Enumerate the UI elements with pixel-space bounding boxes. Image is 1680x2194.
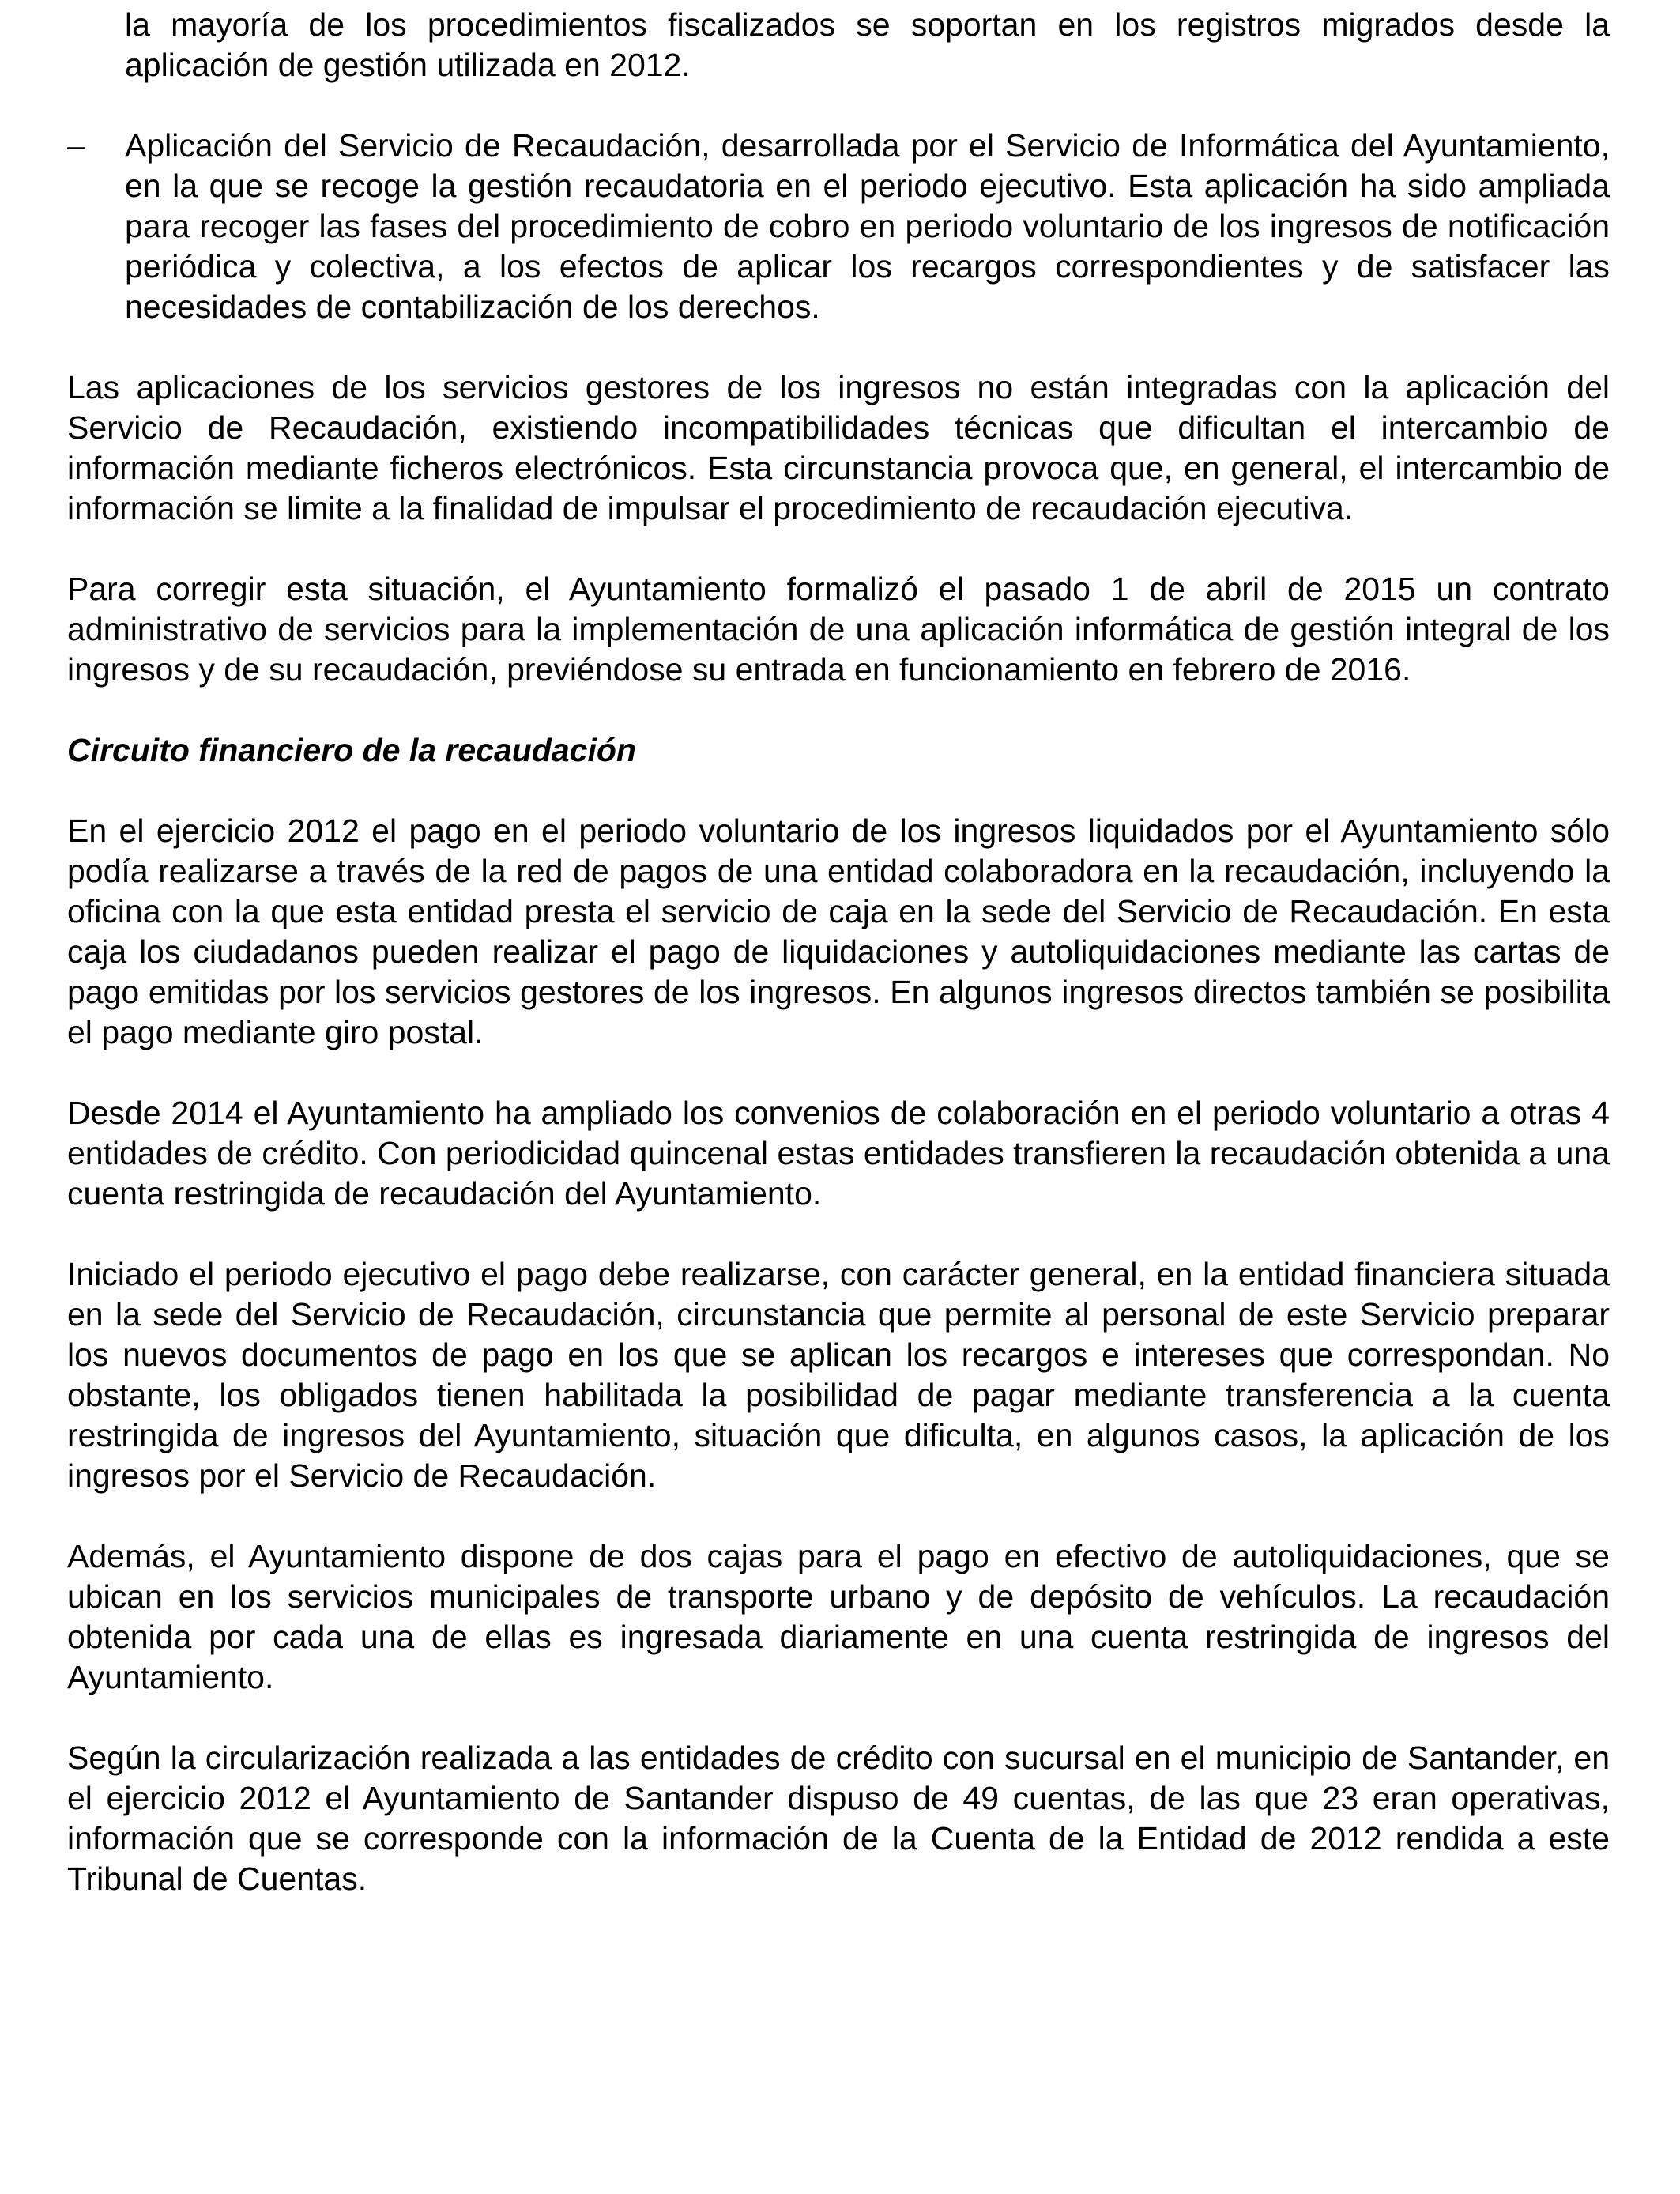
paragraph-cash-desks: Además, el Ayuntamiento dispone de dos cajas para el pago en efectivo de autoliquidaciones, que se ubican en los servicios municipales de transporte urbano y de depósito de vehículos. La recaudación obtenida por cada una de ellas es ingresada diariamente en una cuenta restringida de ingresos del Ayuntamiento. bbox=[67, 1538, 1610, 1695]
continuation-paragraph: la mayoría de los procedimientos fiscalizados se soportan en los registros migrados desde la aplicación de gestión utilizada en 2012. bbox=[125, 6, 1610, 83]
section-heading: Circuito financiero de la recaudación bbox=[67, 732, 636, 768]
paragraph-integration: Las aplicaciones de los servicios gestores de los ingresos no están integradas con la aplicación del Servicio de Recaudación, existiendo incompatibilidades técnicas que dificultan el intercambio de información mediante ficheros electrónicos. Esta circunstancia provoca que, en general, el intercambio de información se limite a la finalidad de impulsar el procedimiento de recaudación ejecutiva. bbox=[67, 369, 1610, 526]
paragraph-agreements: Desde 2014 el Ayuntamiento ha ampliado los convenios de colaboración en el periodo voluntario a otras 4 entidades de crédito. Con periodicidad quincenal estas entidades transfieren la recaudación obtenida a una cuenta restringida de recaudación del Ayuntamiento. bbox=[67, 1095, 1610, 1212]
dash-bullet-icon: – bbox=[67, 127, 85, 164]
paragraph-contract: Para corregir esta situación, el Ayuntamiento formalizó el pasado 1 de abril de 2015 un contrato administrativo de servicios para la implementación de una aplicación informática de gestión integral de los ingresos y de su recaudación, previéndose su entrada en funcionamiento en febrero de 2016. bbox=[67, 571, 1610, 688]
paragraph-executive-period: Iniciado el periodo ejecutivo el pago debe realizarse, con carácter general, en la entidad financiera situada en la sede del Servicio de Recaudación, circunstancia que permite al personal de este Servicio preparar los nuevos documentos de pago en los que se aplican los recargos e intereses que correspondan. No obstante, los obligados tienen habilitada la posibilidad de pagar mediante transferencia a la cuenta restringida de ingresos del Ayuntamiento, situación que dificulta, en algunos casos, la aplicación de los ingresos por el Servicio de Recaudación. bbox=[67, 1256, 1610, 1494]
bullet-item bbox=[67, 126, 1610, 327]
paragraph-voluntary-period: En el ejercicio 2012 el pago en el periodo voluntario de los ingresos liquidados por el Ayuntamiento sólo podía realizarse a través de la red de pagos de una entidad colaboradora en la recaudación, incluyendo la oficina con la que esta entidad presta el servicio de caja en la sede del Servicio de Recaudación. En esta caja los ciudadanos pueden realizar el pago de liquidaciones y autoliquidaciones mediante las cartas de pago emitidas por los servicios gestores de los ingresos. En algunos ingresos directos también se posibilita el pago mediante giro postal. bbox=[67, 812, 1610, 1050]
paragraph-accounts: Según la circularización realizada a las entidades de crédito con sucursal en el municipio de Santander, en el ejercicio 2012 el Ayuntamiento de Santander dispuso de 49 cuentas, de las que 23 eran operativas, información que se corresponde con la información de la Cuenta de la Entidad de 2012 rendida a este Tribunal de Cuentas. bbox=[67, 1740, 1610, 1897]
bullet-text: Aplicación del Servicio de Recaudación, desarrollada por el Servicio de Informática del Ayuntamiento, en la que se recoge la gestión recaudatoria en el periodo ejecutivo. Esta aplicación ha sido ampliada para recoger las fases del procedimiento de cobro en periodo voluntario de los ingresos de notificación periódica y colectiva, a los efectos de aplicar los recargos correspondientes y de satisfacer las necesidades de contabilización de los derechos. bbox=[125, 127, 1610, 325]
document-page bbox=[67, 5, 1610, 1940]
